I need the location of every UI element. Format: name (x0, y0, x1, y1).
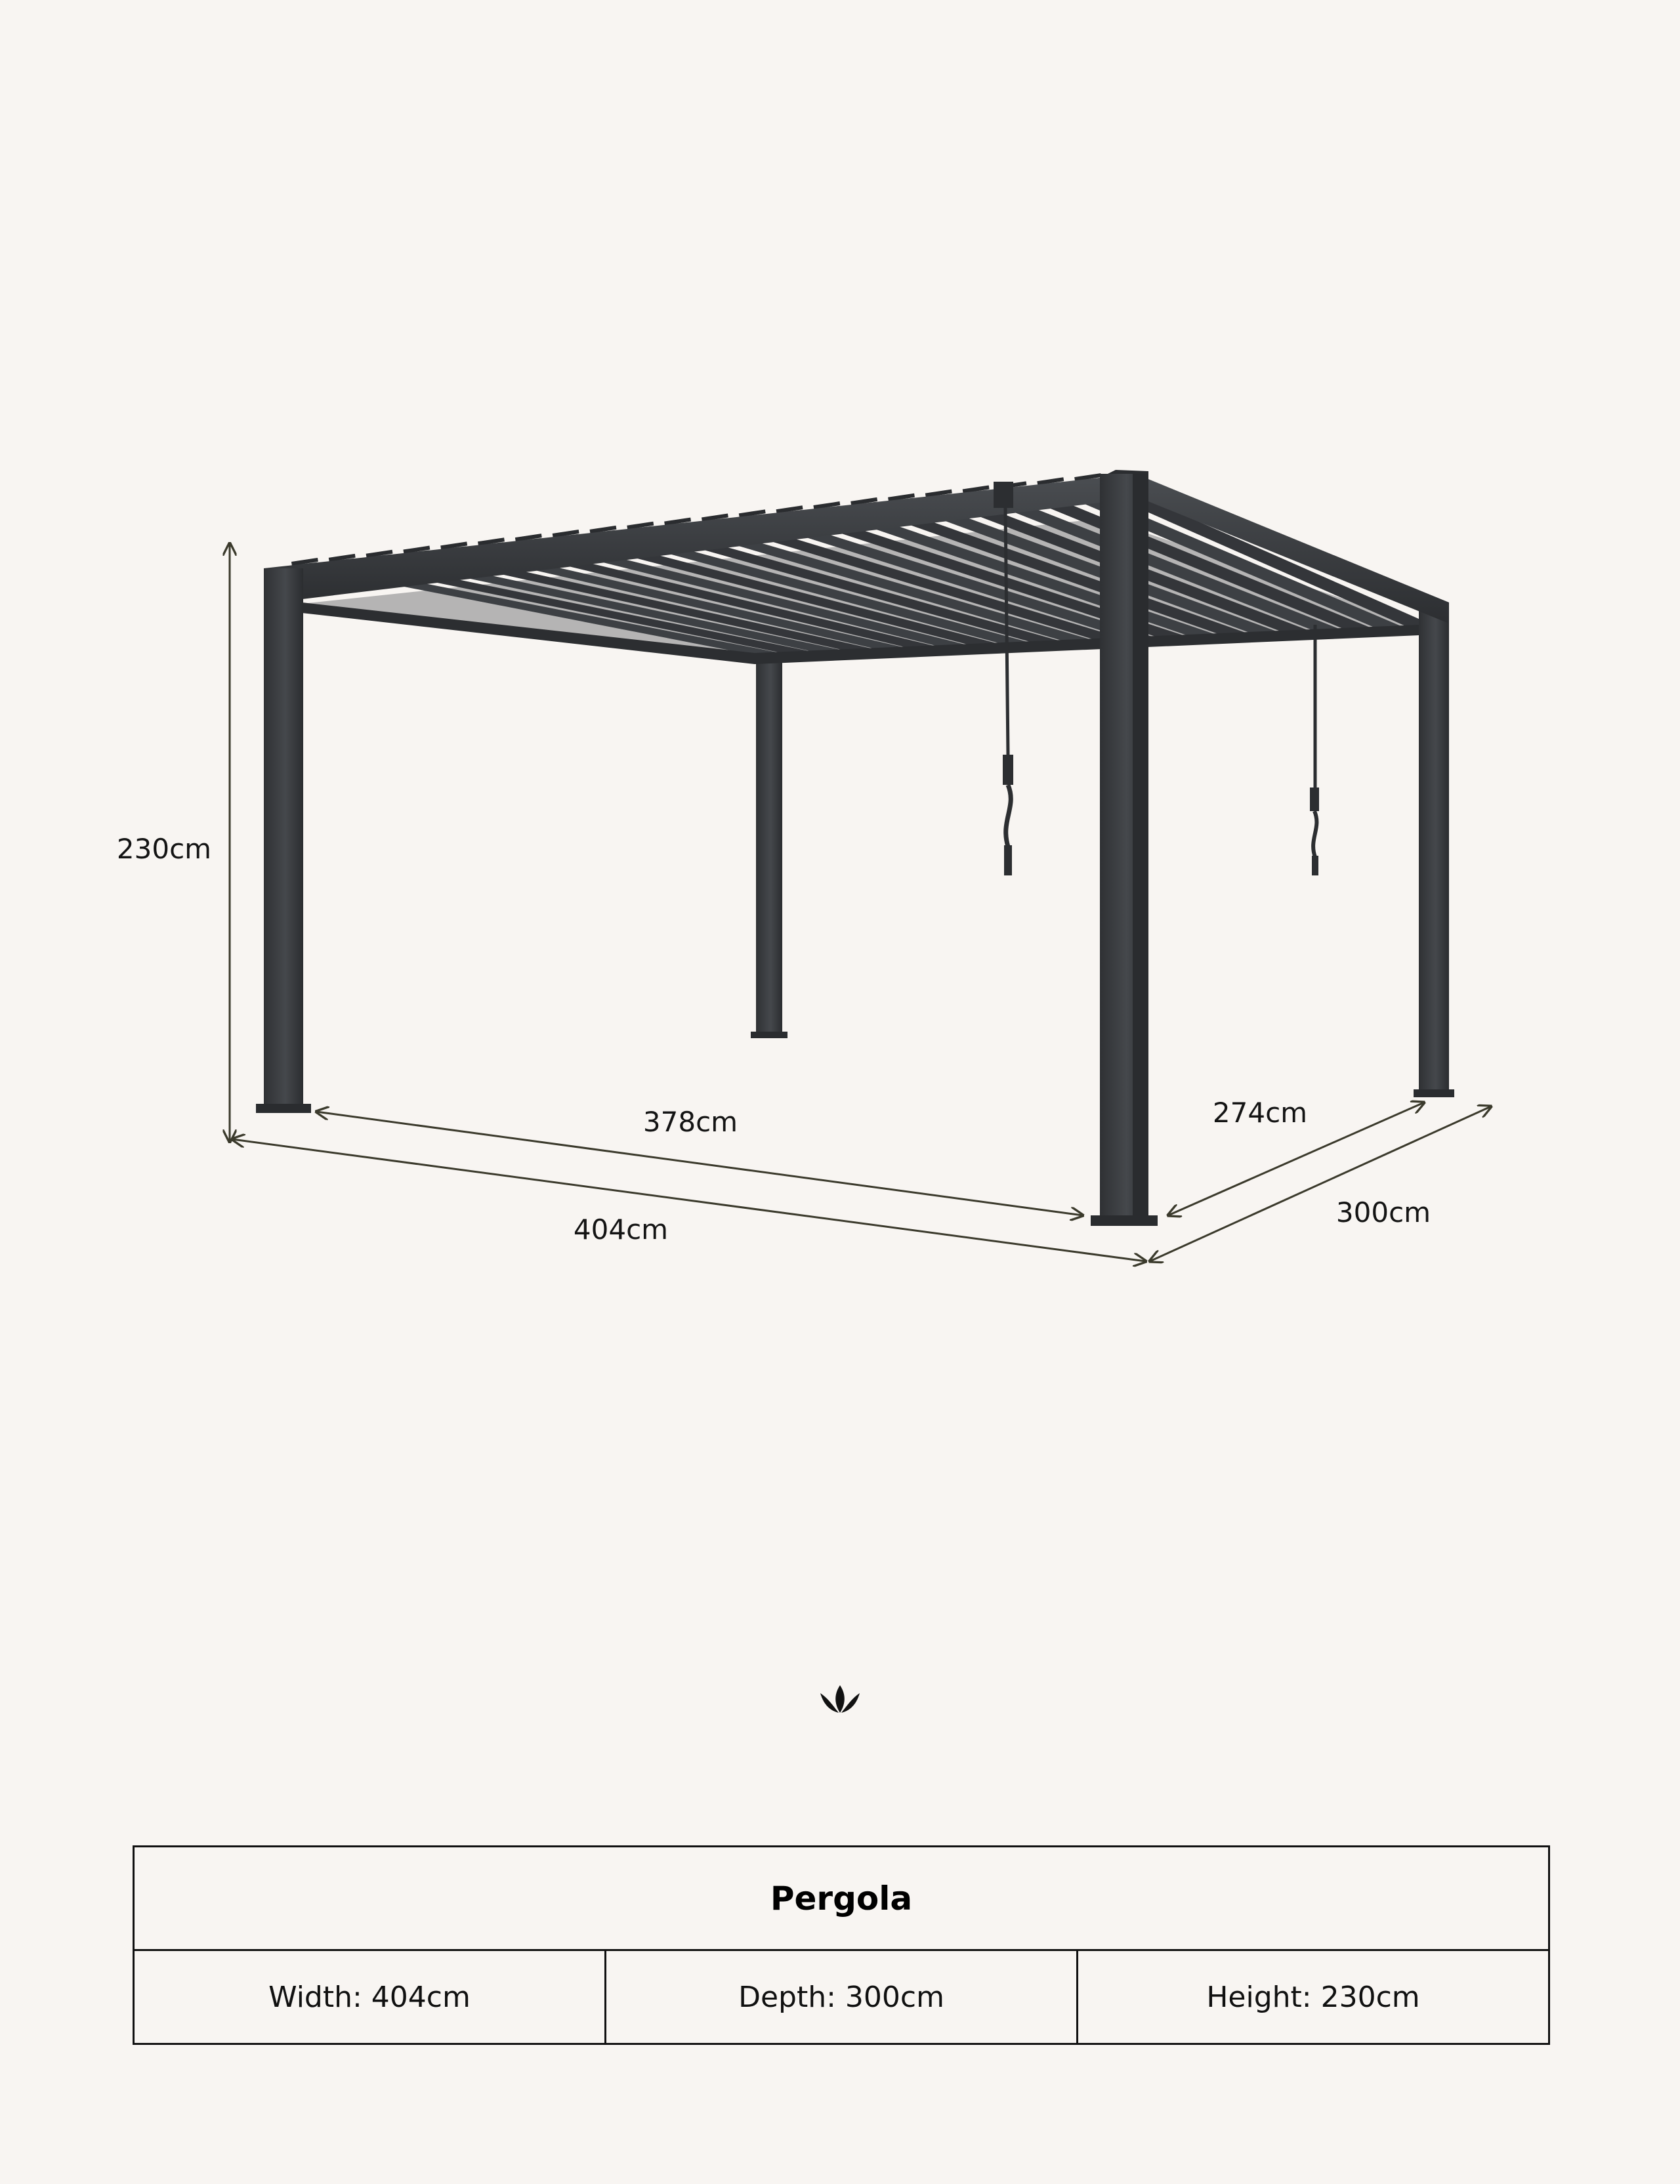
spec-height-cell: Height: 230cm (1076, 1951, 1548, 2043)
spec-table-title: Pergola (135, 1847, 1548, 1951)
outer-width-dimension-label: 404cm (573, 1213, 669, 1246)
post-base-front-right (1091, 1215, 1158, 1226)
pergola-post-back (756, 663, 782, 1037)
pergola-post-back-right (1419, 602, 1449, 1095)
inner-depth-dimension-label: 274cm (1212, 1097, 1308, 1129)
spec-depth-cell: Depth: 300cm (604, 1951, 1076, 2043)
pergola-post-front-right-edge (1133, 474, 1148, 1222)
post-base-front-left (256, 1104, 311, 1113)
pergola-post-front-left (264, 568, 303, 1108)
outer-depth-dimension-line (1150, 1106, 1491, 1261)
spec-width-cell: Width: 404cm (268, 1980, 471, 2014)
lotus-crown-icon (819, 1684, 861, 1715)
spec-table (133, 1845, 1550, 2045)
height-dimension-label: 230cm (116, 833, 212, 865)
inner-width-dimension-label: 378cm (642, 1106, 738, 1138)
outer-depth-dimension-label: 300cm (1335, 1196, 1431, 1228)
crank-handle-side (1310, 625, 1319, 875)
spec-table-row (135, 1951, 1548, 2043)
control-box (994, 482, 1013, 508)
outer-width-dimension-line (232, 1139, 1146, 1261)
post-base-back (751, 1032, 788, 1038)
post-base-back-right (1414, 1089, 1454, 1097)
